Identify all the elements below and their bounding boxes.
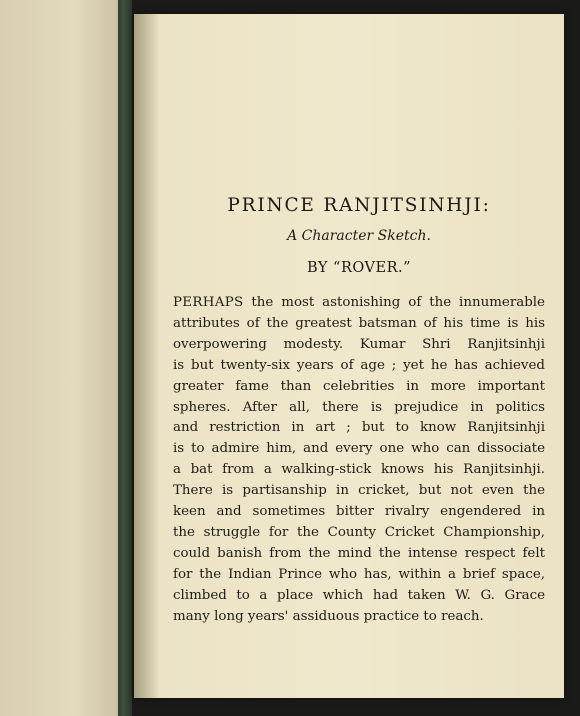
text-line: climbed to a place which had taken W. G. Grace bbox=[173, 587, 545, 603]
text-line: attributes of the greatest batsman of his time is his bbox=[173, 315, 545, 331]
text-line: keen and sometimes bitter rivalry engendered in bbox=[173, 504, 545, 520]
text-line: PERHAPS the most astonishing of the innumerable bbox=[173, 295, 545, 310]
chapter-text bbox=[173, 195, 545, 628]
text-line: is but twenty-six years of age ; yet he has achieved bbox=[173, 357, 545, 373]
text-line: spheres. After all, there is prejudice in politics bbox=[173, 399, 545, 415]
text-line: a bat from a walking-stick knows his Ranjitsinhji. bbox=[173, 462, 545, 478]
text-line: could banish from the mind the intense respect felt bbox=[173, 545, 545, 561]
author-byline: BY “ROVER.” bbox=[306, 260, 412, 276]
book-cover-edge bbox=[118, 0, 132, 716]
left-page bbox=[0, 0, 124, 716]
text-line: and restriction in art ; but to know Ranjitsinhji bbox=[173, 420, 545, 436]
chapter-title: PRINCE RANJITSINHJI: bbox=[227, 195, 491, 216]
text-line: for the Indian Prince who has, within a brief space, bbox=[173, 566, 545, 582]
chapter-subtitle: A Character Sketch. bbox=[287, 228, 431, 244]
text-line: There is partisanship in cricket, but not even the bbox=[173, 483, 545, 499]
text-line: overpowering modesty. Kumar Shri Ranjitsinhji bbox=[173, 336, 545, 352]
spine-shadow bbox=[134, 14, 160, 698]
text-line: is to admire him, and every one who can dissociate bbox=[173, 441, 545, 457]
text-line: many long years' assiduous practice to reach. bbox=[173, 608, 484, 624]
text-line: greater fame than celebrities in more important bbox=[173, 378, 545, 394]
lead-word: PERHAPS bbox=[173, 295, 244, 310]
text-line: the struggle for the County Cricket Championship, bbox=[173, 524, 545, 540]
paragraph bbox=[173, 293, 545, 628]
